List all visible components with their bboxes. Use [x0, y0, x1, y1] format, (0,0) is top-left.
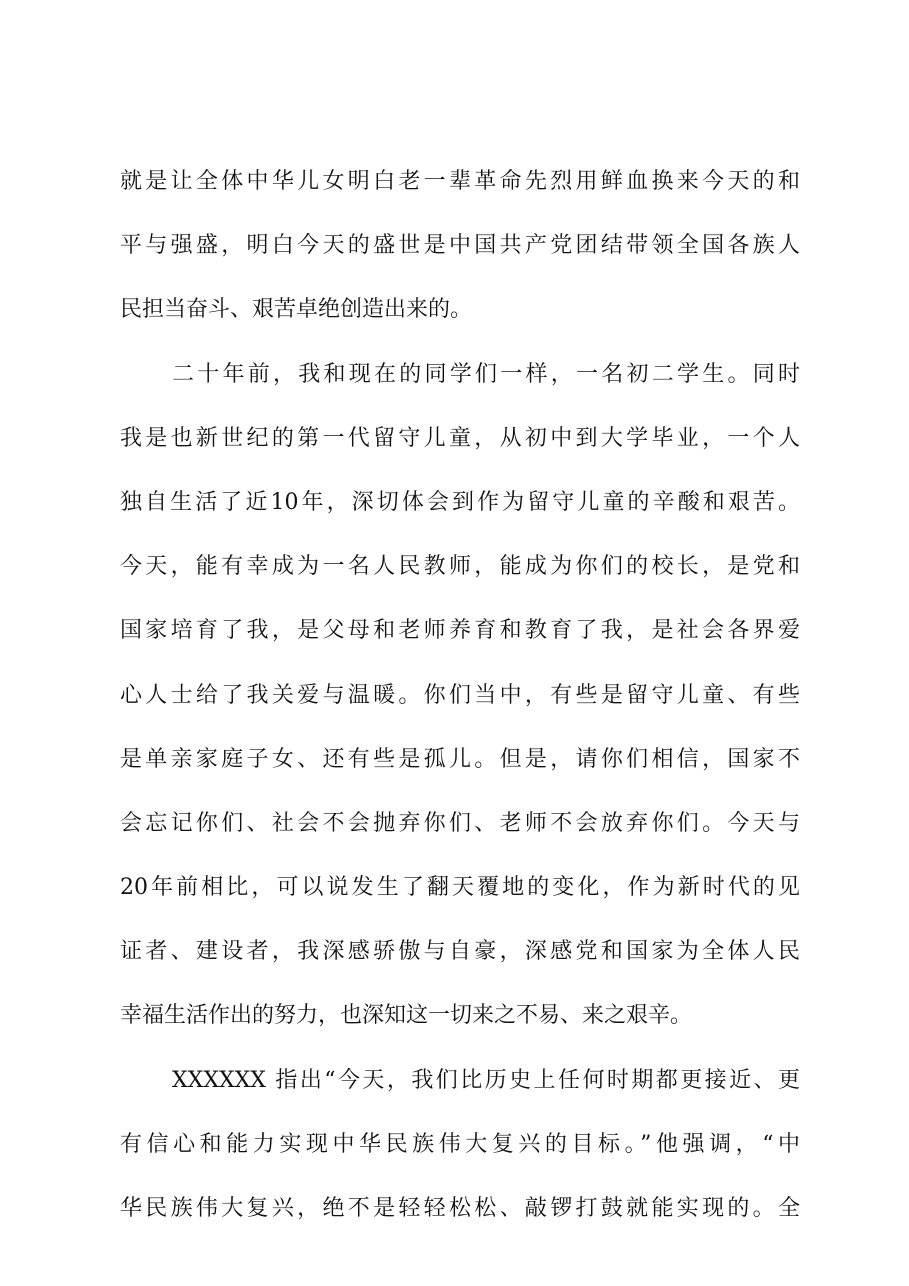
text-line: 心人士给了我关爱与温暖。你们当中，有些是留守儿童、有些	[120, 682, 800, 708]
text-line: XXXXXX 指出“今天，我们比历史上任何时期都更接近、更	[172, 1067, 800, 1093]
text-line: 20年前相比，可以说发生了翻天覆地的变化，作为新时代的见	[120, 875, 800, 901]
text-line: 有信心和能力实现中华民族伟大复兴的目标。”他强调，“中	[120, 1131, 800, 1157]
text-line: 会忘记你们、社会不会抛弃你们、老师不会放弃你们。今天与	[120, 810, 800, 836]
text-line: 我是也新世纪的第一代留守儿童，从初中到大学毕业，一个人	[120, 425, 800, 451]
text-line: 二十年前，我和现在的同学们一样，一名初二学生。同时	[172, 361, 800, 387]
text-line: 今天，能有幸成为一名人民教师，能成为你们的校长，是党和	[120, 554, 800, 580]
text-line: 独自生活了近10年，深切体会到作为留守儿童的辛酸和艰苦。	[120, 489, 800, 515]
text-line: 就是让全体中华儿女明白老一辈革命先烈用鲜血换来今天的和	[120, 169, 800, 194]
text-line: 是单亲家庭子女、还有些是孤儿。但是，请你们相信，国家不	[120, 746, 800, 772]
text-line: 证者、建设者，我深感骄傲与自豪，深感党和国家为全体人民	[120, 939, 800, 965]
text-line: 华民族伟大复兴，绝不是轻轻松松、敲锣打鼓就能实现的。全	[120, 1196, 800, 1221]
body-text	[120, 150, 800, 1241]
text-line: 幸福生活作出的努力，也深知这一切来之不易、来之艰辛。	[120, 1003, 693, 1029]
text-line: 平与强盛，明白今天的盛世是中国共产党团结带领全国各族人	[120, 233, 800, 259]
text-line: 民担当奋斗、艰苦卓绝创造出来的。	[120, 297, 473, 323]
text-line: 国家培育了我，是父母和老师养育和教育了我，是社会各界爱	[120, 618, 800, 644]
